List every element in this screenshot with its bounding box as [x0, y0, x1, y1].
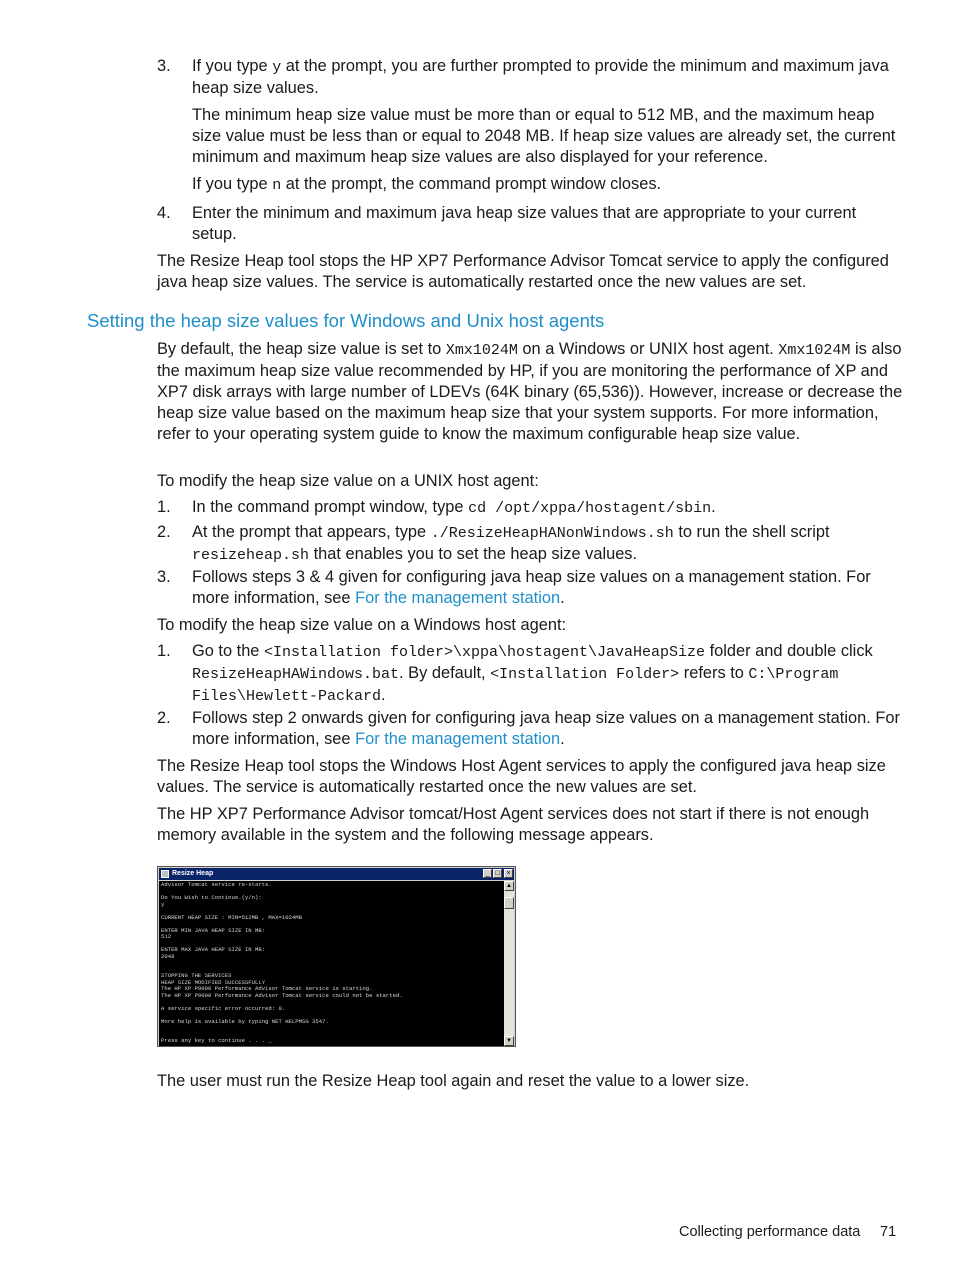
code: cd /opt/xppa/hostagent/sbin [468, 500, 712, 517]
list-item [157, 522, 902, 566]
scroll-thumb [504, 897, 514, 909]
paragraph: In the command prompt window, type cd /opt/xppa/hostagent/sbin. [192, 498, 716, 517]
list-number: 2. [157, 709, 171, 727]
list-item [157, 641, 902, 707]
minimize-icon: _ [483, 869, 492, 878]
code: <Installation folder>\xppa\hostagent\JavaHeapSize [263, 644, 706, 661]
paragraph: The Resize Heap tool stops the HP XP7 Performance Advisor Tomcat service to apply the configured java heap size values. The service is automatically restarted once the new values are set. [157, 252, 889, 291]
console-output: Advisor Tomcat service re-starts. Do You Wish to Continue.(y/n): y CURRENT HEAP SIZE : MIN=512MB , MAX=1024MB ENTER MIN JAVA HEAP SIZE IN MB: 512 ENTER MAX JAVA HEAP SIZE IN MB: 2048 STOPPING THE SERVICES HEAP SIZE MODIFIED SUCCESSFULLY The HP XP P9000 Performance Advisor Tomcat service is starting. The HP XP P9000 Performance Advisor Tomcat service could not be started. A service specific error occurred: 0. More help is available by typing NET HELPMSG 3547. Press any key to continue . . . _ [159, 881, 505, 1046]
paragraph: Go to the <Installation folder>\xppa\hostagent\JavaHeapSize folder and double click ResizeHeapHAWindows.bat. By default, <Installation Folder> refers to C:\Program Files\Hewlett-Packard. [192, 642, 873, 705]
list-item [157, 567, 902, 609]
code: Xmx1024M [778, 342, 851, 359]
code: y [272, 59, 282, 76]
page-number: 71 [880, 1224, 897, 1240]
code: Xmx1024M [445, 342, 518, 359]
section-heading: Setting the heap size values for Windows and Unix host agents [87, 310, 605, 331]
paragraph: The minimum heap size value must be more than or equal to 512 MB, and the maximum heap size value must be less than or equal to 2048 MB. If heap size values are already set, the current minimum and maximum heap size values are also displayed for your reference. [192, 106, 896, 166]
close-icon: × [504, 869, 513, 878]
list-number: 1. [157, 642, 171, 660]
paragraph: If you type y at the prompt, you are further prompted to provide the minimum and maximum java heap size values. [192, 57, 889, 97]
management-station-link[interactable]: For the management station [355, 730, 561, 748]
code: C:\Program Files\Hewlett-Packard [192, 666, 839, 705]
list-number: 3. [157, 57, 171, 75]
resize-heap-screenshot [157, 866, 516, 1047]
paragraph: The user must run the Resize Heap tool again and reset the value to a lower size. [157, 1072, 750, 1090]
paragraph: Enter the minimum and maximum java heap size values that are appropriate to your current setup. [192, 204, 857, 243]
list-item [157, 56, 902, 196]
maximize-icon: □ [493, 869, 502, 878]
code: n [272, 177, 282, 194]
paragraph: If you type n at the prompt, the command prompt window closes. [192, 175, 662, 194]
code: ResizeHeapHAWindows.bat [192, 666, 400, 683]
code: <Installation Folder> [490, 666, 680, 683]
window-title: Resize Heap [172, 870, 214, 877]
paragraph: At the prompt that appears, type ./ResizeHeapHANonWindows.sh to run the shell script resizeheap.sh that enables you to set the heap size values. [192, 523, 830, 564]
list-number: 1. [157, 498, 171, 516]
list-item [157, 203, 902, 245]
paragraph: The Resize Heap tool stops the Windows Host Agent services to apply the configured java heap size values. The service is automatically restarted once the new values are set. [157, 757, 886, 796]
scroll-down-icon: ▼ [504, 1036, 514, 1046]
paragraph: By default, the heap size value is set to Xmx1024M on a Windows or UNIX host agent. Xmx1024M is also the maximum heap size value recommended by HP, if you are monitoring the performance of XP and XP7 disk arrays with large number of LDEVs (64K binary (65,536)). However, increase or decrease the heap size value based on the maximum heap size that your system supports. For more information, refer to your operating system guide to know the maximum configurable heap size value. [157, 340, 903, 443]
management-station-link[interactable]: For the management station [355, 589, 561, 607]
window-titlebar [159, 868, 514, 880]
scrollbar [504, 881, 514, 1046]
paragraph: Follows step 2 onwards given for configuring java heap size values on a management station. For more information, see For the management station. [192, 709, 900, 748]
paragraph: To modify the heap size value on a UNIX host agent: [157, 472, 539, 490]
paragraph: To modify the heap size value on a Windows host agent: [157, 616, 567, 634]
list-number: 4. [157, 204, 171, 222]
scroll-up-icon: ▲ [504, 881, 514, 891]
list-number: 2. [157, 523, 171, 541]
paragraph: Follows steps 3 & 4 given for configuring java heap size values on a management station. For more information, see For the management station. [192, 568, 871, 607]
list-item [157, 497, 902, 519]
paragraph: The HP XP7 Performance Advisor tomcat/Host Agent services does not start if there is not enough memory available in the system and the following message appears. [157, 805, 870, 844]
code: resizeheap.sh [192, 547, 310, 564]
footer-section-title: Collecting performance data [679, 1224, 861, 1240]
code: ./ResizeHeapHANonWindows.sh [430, 525, 674, 542]
list-item [157, 708, 902, 750]
list-number: 3. [157, 568, 171, 586]
console-icon [161, 870, 169, 878]
